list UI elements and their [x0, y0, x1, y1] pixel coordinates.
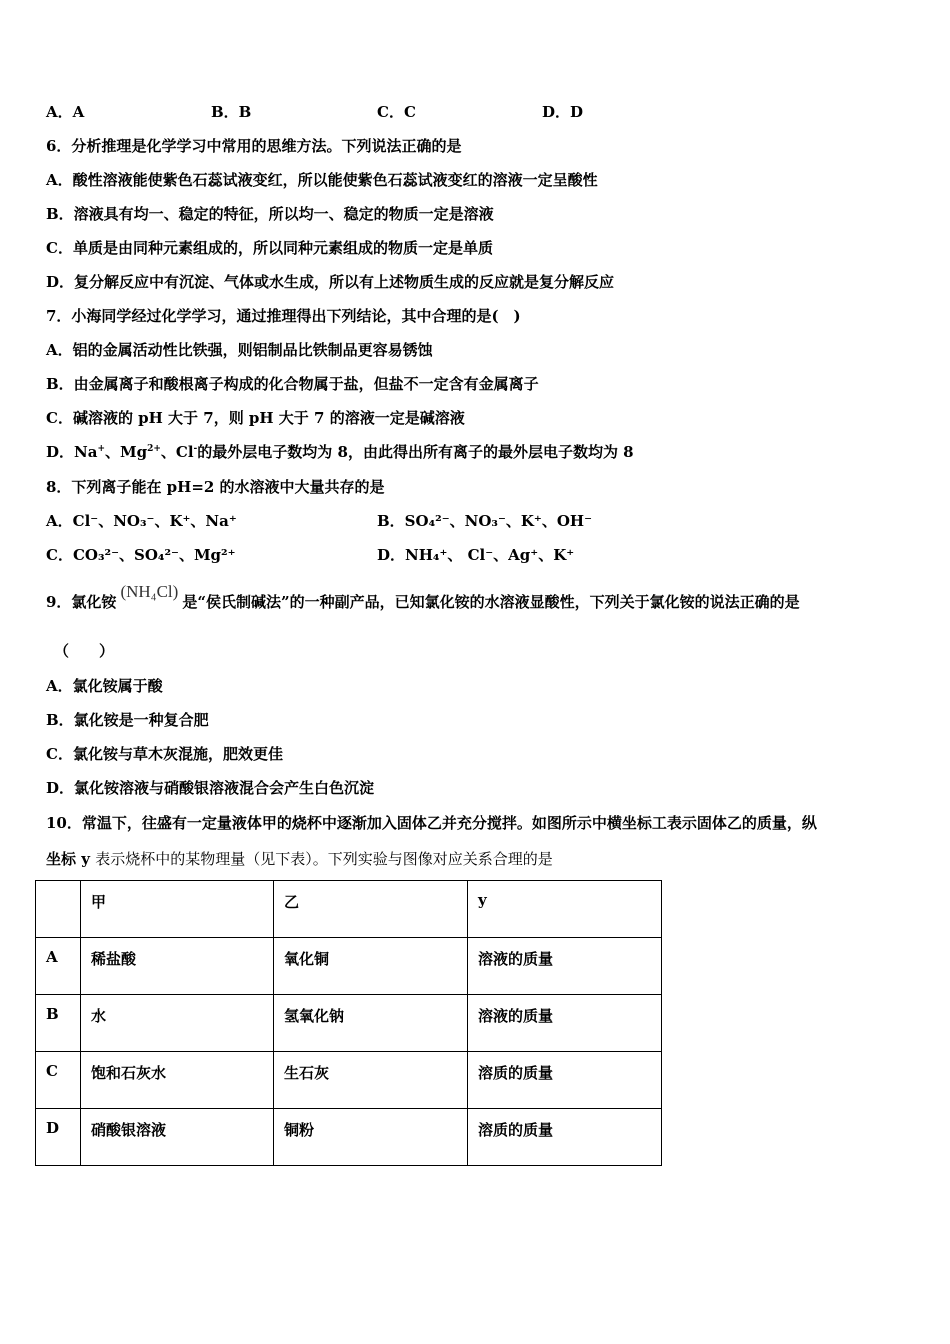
table-cell: 溶质的质量: [468, 1109, 662, 1166]
q9-option-d: D．氯化铵溶液与硝酸银溶液混合会产生白色沉淀: [46, 779, 375, 797]
q6-option-a: A．酸性溶液能使紫色石蕊试液变红，所以能使紫色石蕊试液变红的溶液一定呈酸性: [46, 171, 598, 189]
q7-option-c: C．碱溶液的 pH 大于 7，则 pH 大于 7 的溶液一定是碱溶液: [46, 409, 465, 427]
table-row: [36, 995, 662, 1052]
table-cell: C: [36, 1052, 81, 1109]
q9-stem: 9．氯化铵(NH₄Cl)是“侯氏制碱法”的一种副产品，已知氯化铵的水溶液显酸性，下列关于氯化铵的说法正确的是: [46, 582, 800, 611]
q10-table: [35, 880, 662, 1166]
q9-option-a: A．氯化铵属于酸: [46, 677, 163, 695]
table-row: [36, 1109, 662, 1166]
table-cell: 硝酸银溶液: [81, 1109, 274, 1166]
q8-option-c: C．CO₃²⁻、SO₄²⁻、Mg²⁺: [46, 546, 236, 564]
q8-option-d: D．NH₄⁺、 Cl⁻、Ag⁺、K⁺: [377, 546, 575, 564]
table-cell: 水: [81, 995, 274, 1052]
q7-option-b: B．由金属离子和酸根离子构成的化合物属于盐，但盐不一定含有金属离子: [46, 375, 539, 393]
q8-option-b: B．SO₄²⁻、NO₃⁻、K⁺、OH⁻: [377, 512, 593, 530]
table-row: [36, 1052, 662, 1109]
table-cell: B: [36, 995, 81, 1052]
q9-option-c: C．氯化铵与草木灰混施，肥效更佳: [46, 745, 283, 763]
table-header-cell: 乙: [274, 881, 468, 938]
table-cell: 稀盐酸: [81, 938, 274, 995]
q7-stem: 7．小海同学经过化学学习，通过推理得出下列结论，其中合理的是( ): [46, 307, 521, 325]
table-cell: D: [36, 1109, 81, 1166]
q9-answer-paren: （ ）: [54, 642, 115, 660]
table-cell: 铜粉: [274, 1109, 468, 1166]
q7-option-a: A．铝的金属活动性比铁强，则铝制品比铁制品更容易锈蚀: [46, 341, 433, 359]
table-row: [36, 938, 662, 995]
table-cell: A: [36, 938, 81, 995]
table-cell: 溶液的质量: [468, 995, 662, 1052]
q6-option-d: D．复分解反应中有沉淀、气体或水生成，所以有上述物质生成的反应就是复分解反应: [46, 273, 615, 291]
q5-option-a: A．A: [46, 103, 85, 121]
table-header-cell: 甲: [81, 881, 274, 938]
table-cell: 溶质的质量: [468, 1052, 662, 1109]
q5-option-d: D．D: [542, 103, 584, 121]
table-cell: 氢氧化钠: [274, 995, 468, 1052]
q6-option-b: B．溶液具有均一、稳定的特征，所以均一、稳定的物质一定是溶液: [46, 205, 494, 223]
nh4cl-formula: (NH₄Cl): [120, 582, 179, 601]
table-cell: 生石灰: [274, 1052, 468, 1109]
table-header-cell: y: [468, 881, 662, 938]
q9-option-b: B．氯化铵是一种复合肥: [46, 711, 209, 729]
table-cell: 饱和石灰水: [81, 1052, 274, 1109]
table-cell: 溶液的质量: [468, 938, 662, 995]
q7-option-d: D．Na+、$Mg^{2+}$、Cl-的最外层电子数均为 8，由此得出所有离子的最外层电子数均为 8: [46, 443, 634, 461]
q6-stem: 6．分析推理是化学学习中常用的思维方法。下列说法正确的是: [46, 137, 462, 155]
q10-stem-line1: 10．常温下，往盛有一定量液体甲的烧杯中逐渐加入固体乙并充分搅拌。如图所示中横坐标工表示固体乙的质量，纵: [46, 814, 817, 832]
q8-stem: 8．下列离子能在 pH=2 的水溶液中大量共存的是: [46, 478, 385, 496]
q6-option-c: C．单质是由同种元素组成的，所以同种元素组成的物质一定是单质: [46, 239, 493, 257]
q10-stem-line2: 坐标 y 表示烧杯中的某物理量（见下表）。下列实验与图像对应关系合理的是: [46, 850, 553, 868]
table-cell: 氧化铜: [274, 938, 468, 995]
q5-option-b: B．B: [211, 103, 252, 121]
table-header-row: [36, 881, 662, 938]
q8-option-a: A．Cl⁻、NO₃⁻、K⁺、Na⁺: [46, 512, 237, 530]
q5-option-c: C．C: [377, 103, 416, 121]
table-header-cell: [36, 881, 81, 938]
